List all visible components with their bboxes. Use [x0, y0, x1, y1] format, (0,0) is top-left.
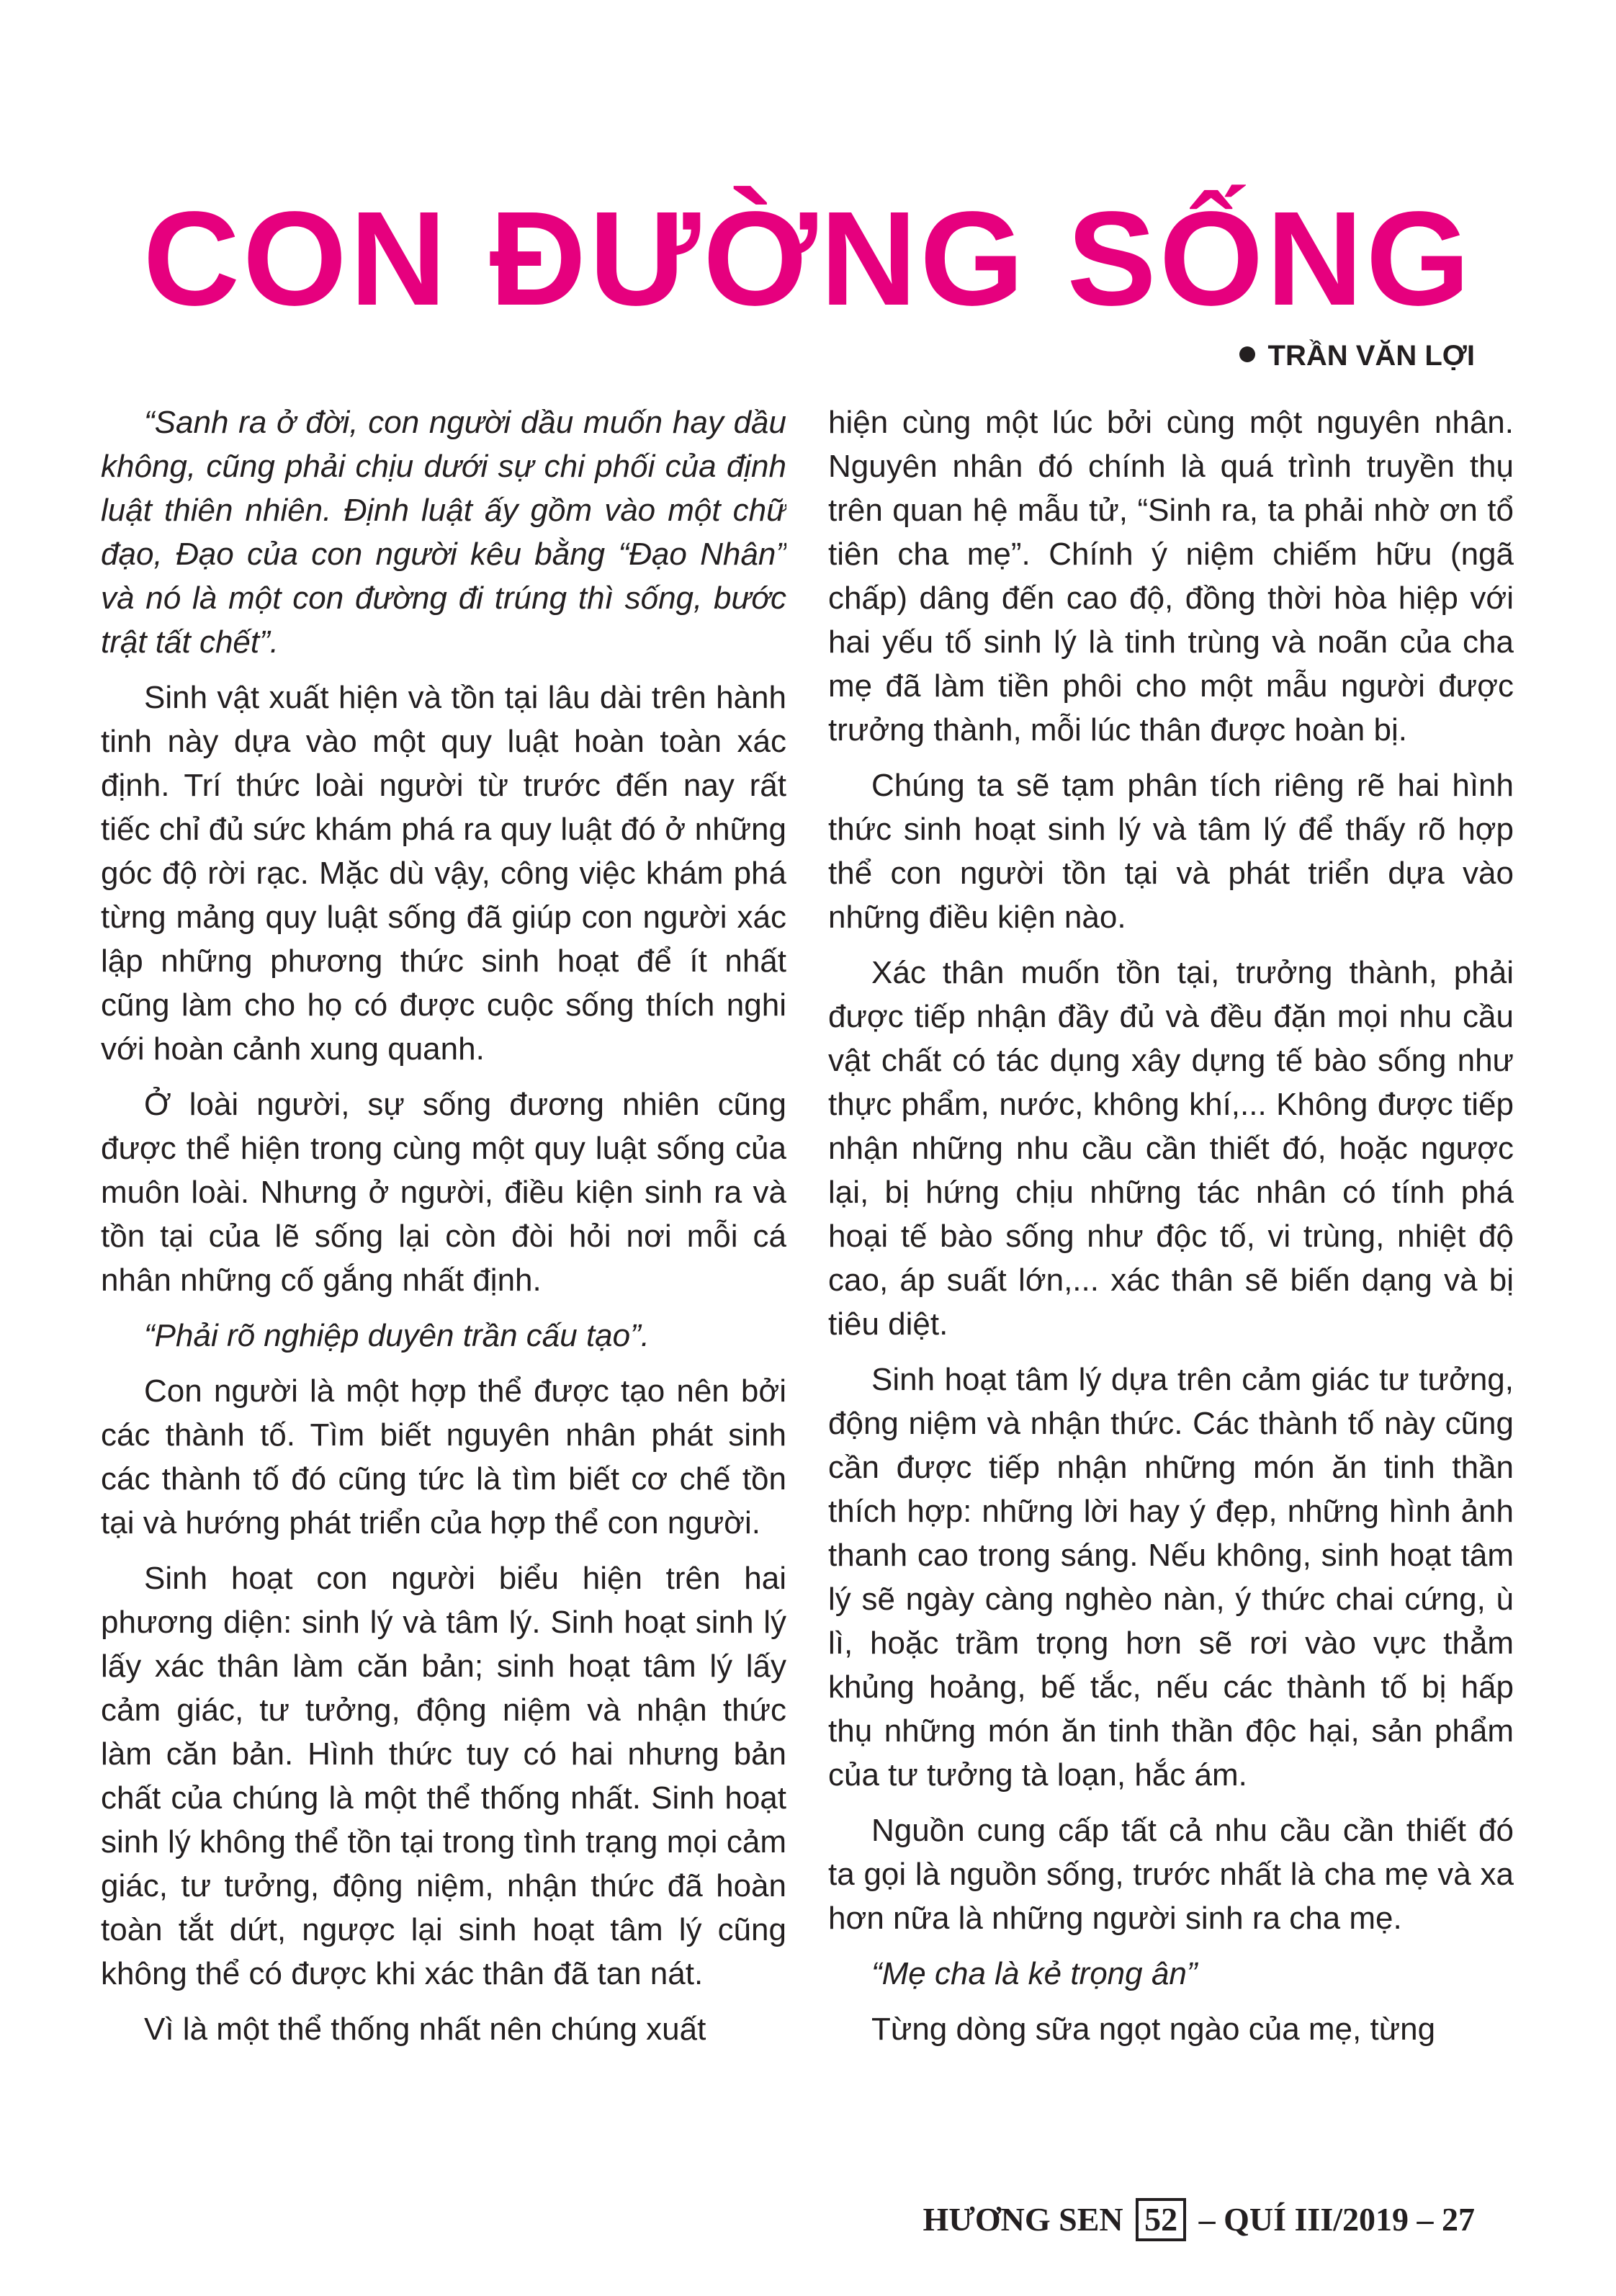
- page-footer: [923, 2197, 1475, 2243]
- paragraph: “Sanh ra ở đời, con người dầu muốn hay dầu không, cũng phải chịu dưới sự chi phối của định luật thiên nhiên. Định luật ấy gồm vào một chữ đạo, Đạo của con người kêu bằng “Đạo Nhân” và nó là một con đường đi trúng thì sống, bước trật tất chết”.: [101, 405, 786, 660]
- paragraph: “Phải rõ nghiệp duyên trần cấu tạo”.: [144, 1318, 650, 1353]
- paragraph: Ở loài người, sự sống đương nhiên cũng được thể hiện trong cùng một quy luật sống của muôn loài. Nhưng ở người, điều kiện sinh ra và tồn tại của lẽ sống lại còn đòi hỏi nơi mỗi cá nhân những cố gắng nhất định.: [101, 1087, 786, 1298]
- magazine-name: HƯƠNG SEN: [923, 2201, 1123, 2238]
- bullet-dot-icon: [1239, 346, 1255, 362]
- author-name: TRẦN VĂN LỢI: [1267, 340, 1475, 372]
- right-column: [828, 400, 1514, 2093]
- paragraph: Sinh vật xuất hiện và tồn tại lâu dài trên hành tinh này dựa vào một quy luật hoàn toàn xác định. Trí thức loài người từ trước đến nay rất tiếc chỉ đủ sức khám phá ra quy luật đó ở những góc độ rời rạc. Mặc dù vậy, công việc khám phá từng mảng quy luật sống đã giúp con người xác lập những phương thức sinh hoạt để ít nhất cũng làm cho họ có được cuộc sống thích nghi với hoàn cảnh xung quanh.: [101, 680, 786, 1067]
- paragraph: Nguồn cung cấp tất cả nhu cầu cần thiết đó ta gọi là nguồn sống, trước nhất là cha mẹ và xa hơn nữa là những người sinh ra cha mẹ.: [828, 1813, 1514, 1936]
- paragraph: Sinh hoạt con người biểu hiện trên hai phương diện: sinh lý và tâm lý. Sinh hoạt sinh lý lấy xác thân làm căn bản; sinh hoạt tâm lý lấy cảm giác, tư tưởng, động niệm và nhận thức làm căn bản. Hình thức tuy có hai nhưng bản chất của chúng là một thể thống nhất. Sinh hoạt sinh lý không thể tồn tại trong tình trạng mọi cảm giác, tư tưởng, động niệm, nhận thức đã hoàn toàn tắt dứt, ngược lại sinh hoạt tâm lý cũng không thể có được khi xác thân đã tan nát.: [101, 1561, 786, 1991]
- paragraph: Sinh hoạt tâm lý dựa trên cảm giác tư tưởng, động niệm và nhận thức. Các thành tố này cũng cần được tiếp nhận những món ăn tinh thần thích hợp: những lời hay ý đẹp, những hình ảnh thanh cao trong sáng. Nếu không, sinh hoạt tâm lý sẽ ngày càng nghèo nàn, ý thức chai cứng, ù lì, hoặc trầm trọng hơn sẽ rơi vào vực thẳm khủng hoảng, bế tắc, nếu các thành tố bị hấp thụ những món ăn tinh thần độc hại, sản phẩm của tư tưởng tà loạn, hắc ám.: [828, 1362, 1514, 1793]
- paragraph: Vì là một thể thống nhất nên chúng xuất: [144, 2012, 706, 2047]
- article-title: CON ĐƯỜNG SỐNG: [143, 184, 1473, 333]
- issue-number-box: 52: [1136, 2198, 1186, 2241]
- paragraph: Chúng ta sẽ tạm phân tích riêng rẽ hai hình thức sinh hoạt sinh lý và tâm lý để thấy rõ hợp thể con người tồn tại và phát triển dựa vào những điều kiện nào.: [828, 768, 1514, 935]
- paragraph: Xác thân muốn tồn tại, trưởng thành, phải được tiếp nhận đầy đủ và đều đặn mọi nhu cầu vật chất có tác dụng xây dựng tế bào sống như thực phẩm, nước, không khí,... Không được tiếp nhận những nhu cầu cần thiết đó, hoặc ngược lại, bị hứng chịu những tác nhân có tính phá hoại tế bào sống như độc tố, vi trùng, nhiệt độ cao, áp suất lớn,... xác thân sẽ biến dạng và bị tiêu diệt.: [828, 955, 1514, 1342]
- paragraph: “Mẹ cha là kẻ trọng ân”: [871, 1956, 1198, 1991]
- paragraph: Con người là một hợp thể được tạo nên bởi các thành tố. Tìm biết nguyên nhân phát sinh các thành tố đó cũng tức là tìm biết cơ chế tồn tại và hướng phát triển của hợp thể con người.: [101, 1373, 786, 1541]
- paragraph: Từng dòng sữa ngọt ngào của mẹ, từng: [871, 2012, 1436, 2047]
- left-column: [101, 400, 786, 2093]
- issue-period: – QUÍ III/2019 –: [1198, 2201, 1434, 2238]
- paragraph: hiện cùng một lúc bởi cùng một nguyên nhân. Nguyên nhân đó chính là quá trình truyền thụ trên quan hệ mẫu tử, “Sinh ra, ta phải nhờ ơn tổ tiên cha mẹ”. Chính ý niệm chiếm hữu (ngã chấp) dâng đến cao độ, đồng thời hòa hiệp với hai yếu tố sinh lý là tinh trùng và noãn của cha mẹ đã làm tiền phôi cho một mẫu người được trưởng thành, mỗi lúc thân được hoàn bị.: [828, 405, 1514, 748]
- page-number: 27: [1442, 2201, 1475, 2238]
- author-byline: [1239, 336, 1475, 376]
